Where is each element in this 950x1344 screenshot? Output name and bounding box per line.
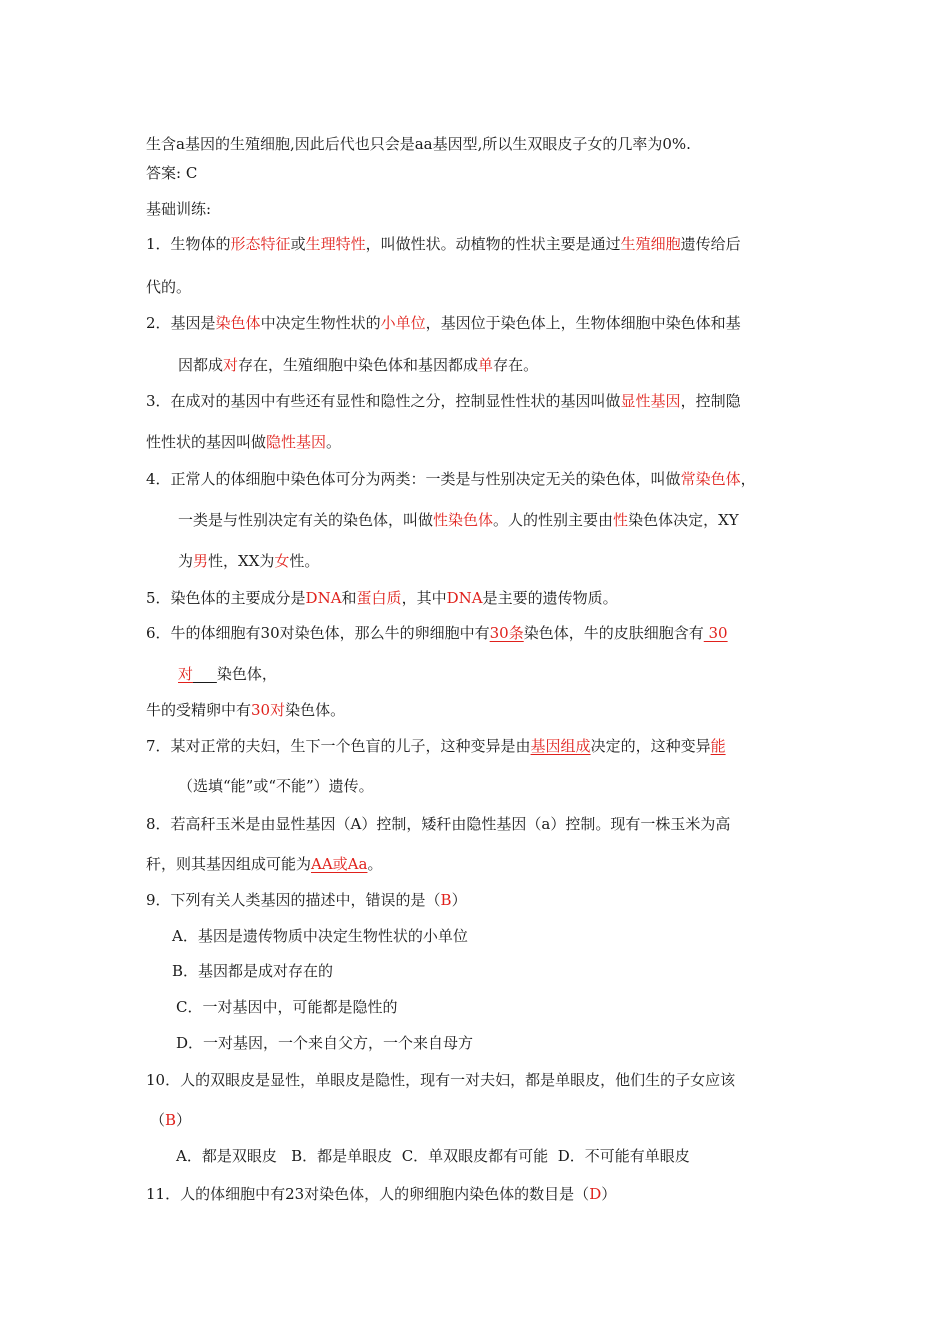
- text-segment: 10．人的双眼皮是显性，单眼皮是隐性，现有一对夫妇，都是单眼皮，他们生的子女应该: [146, 1071, 736, 1089]
- text-line: [178, 664, 277, 684]
- text-segment: 。: [367, 855, 383, 873]
- answer-text: 男: [193, 552, 209, 570]
- text-segment: 遗传给后: [680, 235, 741, 253]
- text-line: [146, 163, 197, 183]
- text-segment: ，叫做性状。动植物的性状主要是通过: [365, 235, 621, 253]
- text-segment: （: [150, 1111, 166, 1129]
- text-line: [146, 588, 618, 608]
- answer-text: 30对: [251, 701, 286, 719]
- text-line: [146, 199, 211, 219]
- text-segment: 2．基因是: [146, 314, 216, 332]
- text-line: [176, 997, 397, 1017]
- answer-text: DNA: [446, 589, 483, 607]
- text-segment: 答案: C: [146, 164, 198, 182]
- text-segment: D．一对基因，一个来自父方，一个来自母方: [176, 1034, 474, 1052]
- text-segment: 性。: [289, 552, 320, 570]
- text-line: [146, 1184, 616, 1204]
- answer-text: 生殖细胞: [620, 235, 681, 253]
- text-segment: 存在，生殖细胞中染色体和基因都成: [238, 356, 479, 374]
- answer-text: AA或Aa: [311, 855, 368, 873]
- answer-text: 对: [223, 356, 239, 374]
- text-segment: 代的。: [146, 278, 192, 296]
- text-segment: ，控制隐: [680, 392, 741, 410]
- answer-text: 染色体: [215, 314, 261, 332]
- answer-text: 性染色体: [433, 511, 494, 529]
- text-line: [146, 134, 691, 154]
- text-segment: 4．正常人的体细胞中染色体可分为两类：一类是与性别决定无关的染色体，叫做: [146, 470, 681, 488]
- text-segment: ，其中: [401, 589, 447, 607]
- text-segment: ，基因位于染色体上，生物体细胞中染色体和基: [425, 314, 741, 332]
- text-segment: 牛的受精卵中有: [146, 701, 252, 719]
- text-segment: 6．牛的体细胞有30对染色体，那么牛的卵细胞中有: [146, 624, 490, 642]
- text-segment: ，: [740, 470, 756, 488]
- text-line: [146, 854, 382, 874]
- answer-text: 蛋白质: [356, 589, 402, 607]
- answer-text: 形态特征: [230, 235, 291, 253]
- text-line: [178, 510, 739, 530]
- text-segment: 存在。: [493, 356, 539, 374]
- answer-text: 常染色体: [680, 470, 741, 488]
- answer-text: 对: [178, 665, 194, 683]
- text-segment: 染色体。: [285, 701, 346, 719]
- text-line: [146, 469, 756, 489]
- text-line: [172, 926, 468, 946]
- text-segment: 染色体，: [216, 665, 277, 683]
- answer-text: 性: [613, 511, 629, 529]
- answer-text: D: [589, 1185, 602, 1203]
- answer-text: 基因组成: [530, 737, 591, 755]
- text-line: [146, 814, 730, 834]
- text-segment: 一类是与性别决定有关的染色体，叫做: [178, 511, 434, 529]
- text-line: [146, 736, 726, 756]
- answer-text: 隐性基因: [266, 433, 327, 451]
- text-line: [178, 551, 319, 571]
- answer-text: 30: [703, 624, 728, 642]
- text-line: [146, 277, 191, 297]
- answer-text: B: [440, 891, 452, 909]
- text-segment: [193, 665, 217, 683]
- answer-text: 女: [274, 552, 290, 570]
- text-segment: 11．人的体细胞中有23对染色体，人的卵细胞内染色体的数目是（: [146, 1185, 590, 1203]
- text-segment: 性性状的基因叫做: [146, 433, 267, 451]
- answer-text: 显性基因: [620, 392, 681, 410]
- text-segment: 。: [326, 433, 342, 451]
- text-segment: 生含a基因的生殖细胞,因此后代也只会是aa基因型,所以生双眼皮子女的几率为0%.: [146, 135, 691, 153]
- text-line: [146, 313, 741, 333]
- text-line: [150, 1110, 191, 1130]
- text-segment: 因都成: [178, 356, 224, 374]
- text-line: [176, 1146, 690, 1166]
- text-segment: 。人的性别主要由: [493, 511, 614, 529]
- answer-text: 小单位: [380, 314, 426, 332]
- text-line: [146, 623, 728, 643]
- text-line: [146, 432, 341, 452]
- text-segment: 和: [341, 589, 357, 607]
- answer-text: 生理特性: [305, 235, 366, 253]
- text-segment: （选填“能”或“不能”）遗传。: [178, 777, 374, 795]
- text-segment: A．基因是遗传物质中决定生物性状的小单位: [172, 927, 468, 945]
- text-line: [146, 234, 741, 254]
- text-segment: ）: [451, 891, 467, 909]
- text-line: [146, 890, 467, 910]
- text-line: [146, 391, 741, 411]
- text-segment: 染色体，牛的皮肤细胞含有: [523, 624, 704, 642]
- answer-text: B: [165, 1111, 177, 1129]
- text-line: [146, 700, 345, 720]
- text-segment: ）: [601, 1185, 617, 1203]
- text-segment: 9．下列有关人类基因的描述中，错误的是（: [146, 891, 441, 909]
- text-segment: 5．染色体的主要成分是: [146, 589, 306, 607]
- text-segment: C．一对基因中，可能都是隐性的: [176, 998, 398, 1016]
- text-line: [146, 1070, 735, 1090]
- answer-text: DNA: [305, 589, 342, 607]
- text-segment: ）: [176, 1111, 192, 1129]
- text-segment: 秆，则其基因组成可能为: [146, 855, 312, 873]
- answer-text: 30条: [489, 624, 524, 642]
- text-line: [178, 355, 538, 375]
- text-segment: 染色体决定，XY: [628, 511, 739, 529]
- text-segment: 中决定生物性状的: [260, 314, 381, 332]
- text-segment: 8．若高秆玉米是由显性基因（A）控制，矮秆由隐性基因（a）控制。现有一株玉米为高: [146, 815, 731, 833]
- text-segment: 3．在成对的基因中有些还有显性和隐性之分，控制显性性状的基因叫做: [146, 392, 621, 410]
- text-segment: 决定的，这种变异: [590, 737, 711, 755]
- text-segment: 7．某对正常的夫妇，生下一个色盲的儿子，这种变异是由: [146, 737, 531, 755]
- text-line: [172, 961, 333, 981]
- text-segment: 性，XX为: [208, 552, 275, 570]
- text-segment: 为: [178, 552, 194, 570]
- text-line: [178, 776, 374, 796]
- answer-text: 能: [710, 737, 726, 755]
- text-segment: 或: [290, 235, 306, 253]
- text-segment: A．都是双眼皮 B．都是单眼皮 C．单双眼皮都有可能 D．不可能有单眼皮: [176, 1147, 690, 1165]
- text-line: [176, 1033, 473, 1053]
- text-segment: 1．生物体的: [146, 235, 231, 253]
- answer-text: 单: [478, 356, 494, 374]
- text-segment: 基础训练:: [146, 200, 212, 218]
- text-segment: 是主要的遗传物质。: [482, 589, 618, 607]
- text-segment: B．基因都是成对存在的: [172, 962, 334, 980]
